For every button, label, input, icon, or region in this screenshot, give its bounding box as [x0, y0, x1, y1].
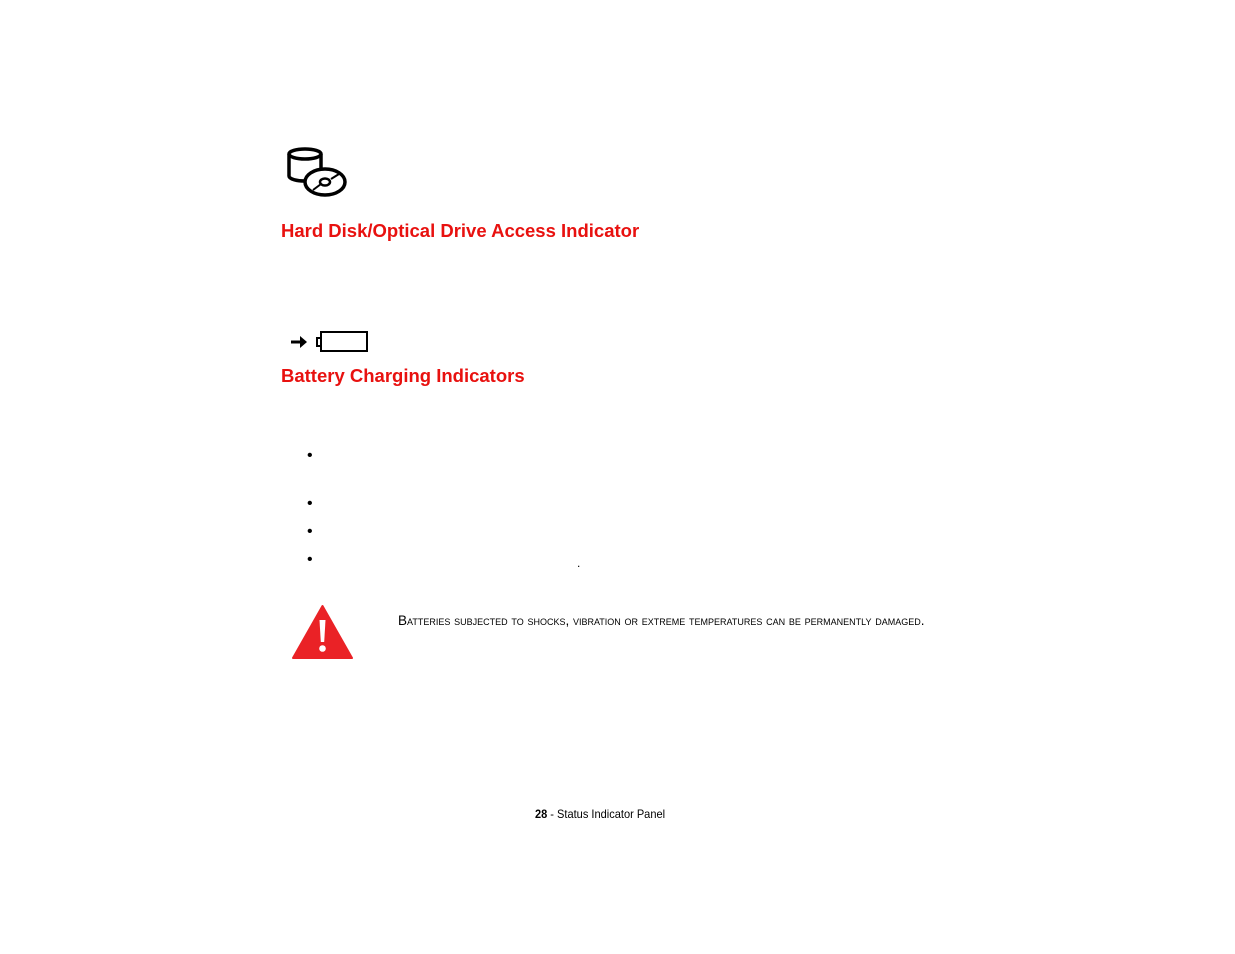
list-bullet: •	[307, 447, 313, 464]
warning-triangle-icon	[291, 604, 354, 660]
section-heading-battery: Battery Charging Indicators	[281, 365, 525, 386]
battery-charging-icon	[289, 329, 371, 355]
list-bullet: •	[307, 551, 313, 568]
warning-message: Batteries subjected to shocks, vibration or extreme temperatures can be permanently damaged.	[398, 613, 925, 628]
footer-separator: -	[547, 807, 558, 821]
footer-title: Status Indicator Panel	[557, 807, 666, 821]
page-number: 28	[534, 807, 548, 821]
list-item-trailing-period: .	[577, 556, 581, 570]
list-bullet: •	[307, 495, 313, 512]
hard-disk-optical-drive-icon	[285, 146, 349, 200]
page-footer	[48, 806, 1152, 822]
list-bullet: •	[307, 523, 313, 540]
section-heading-hard-disk: Hard Disk/Optical Drive Access Indicator	[281, 220, 640, 241]
